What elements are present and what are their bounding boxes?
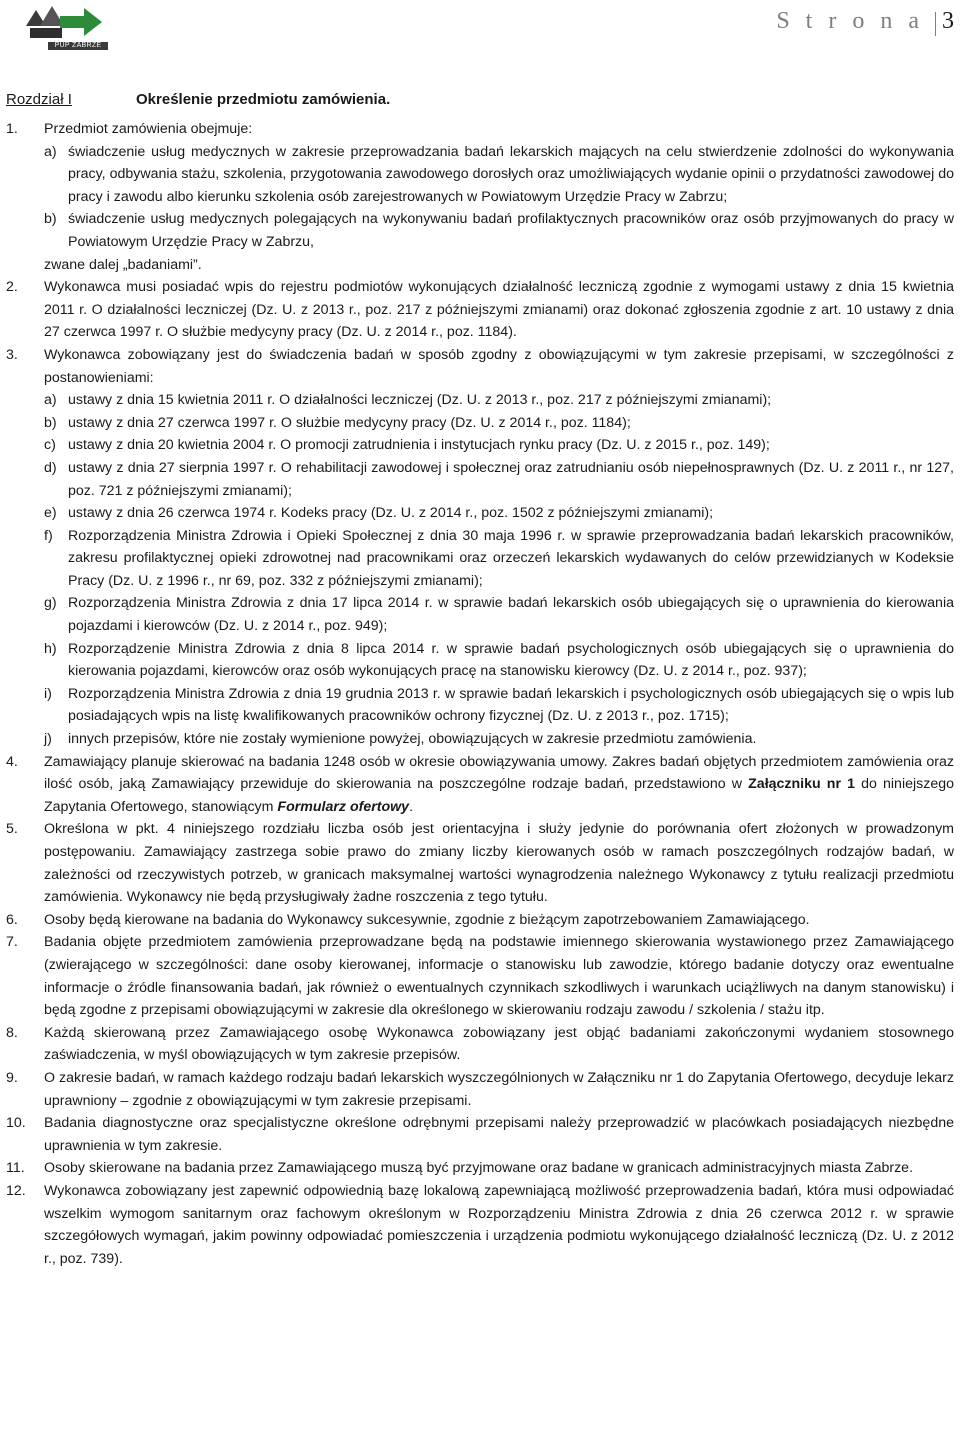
item-text: Wykonawca zobowiązany jest do świadczenia badań w sposób zgodny z obowiązującymi w tym zakresie przepisami, w szczególności z postanowieniami:	[44, 346, 954, 386]
item-number: 10.	[6, 1115, 26, 1132]
list-item-12	[6, 1180, 954, 1270]
chapter-heading	[6, 90, 391, 110]
item-number: 5.	[6, 821, 18, 838]
sub-text: ustawy z dnia 27 czerwca 1997 r. O służbie medycyny pracy (Dz. U. z 2014 r., poz. 1184);	[68, 414, 631, 431]
list-item-5	[6, 818, 954, 908]
sub-text: Rozporządzenia Ministra Zdrowia z dnia 17 lipca 2014 r. w sprawie badań lekarskich osób ubiegających się o uprawnienia do kierowania pojazdami i kierowców (Dz. U. z 2014 r., poz. 949);	[68, 595, 954, 635]
sub-text: świadczenie usług medycznych polegających na wykonywaniu badań profilaktycznych pracowników oraz osób przyjmowanych do pracy w Powiatowym Urzędzie Pracy w Zabrzu,	[68, 211, 954, 250]
item-number: 11.	[6, 1160, 25, 1177]
item-text: O zakresie badań, w ramach każdego rodzaju badań lekarskich wyszczególnionych w Załączniku nr 1 do Zapytania Ofertowego, decyduje lekarz uprawniony – zgodnie z obowiązującymi w tym zakresie przepisami.	[44, 1069, 954, 1109]
item-text-part: .	[409, 798, 414, 815]
item-tail: zwane dalej „badaniami”.	[44, 256, 202, 273]
sub-letter: a)	[44, 392, 57, 409]
document-body	[6, 118, 954, 1270]
page-header	[0, 0, 960, 60]
item-number: 12.	[6, 1182, 26, 1199]
list-item-6	[6, 909, 954, 932]
chapter-title: Określenie przedmiotu zamówienia.	[136, 91, 391, 108]
sub-item	[44, 502, 954, 525]
item-text: Przedmiot zamówienia obejmuje:	[44, 121, 253, 137]
sub-item	[44, 683, 954, 728]
sub-item	[44, 525, 954, 593]
item-text	[44, 751, 954, 819]
item-text-part: do niniejszego Zapytania Ofertowego, stanowiącym	[44, 776, 955, 815]
item-text: Wykonawca zobowiązany jest zapewnić odpowiednią bazę lokalową zapewniającą możliwość przeprowadzenia badań, która musi odpowiadać wszelkim wymogom sanitarnym oraz fachowym określonym w Rozporządzeniu Ministra Zdrowia z dnia 26 czerwca 2012 r. w sprawie szczegółowych wymagań, jakim powinny odpowiadać pomieszczenia i urządzenia podmiotu wykonującego działalność leczniczą (Dz. U. z 2012 r., poz. 739).	[44, 1182, 954, 1267]
logo	[22, 4, 106, 48]
list-item-8	[6, 1022, 954, 1067]
sub-item	[44, 638, 954, 683]
page-number: 3	[942, 8, 954, 34]
item-number: 3.	[6, 346, 18, 363]
sub-item	[44, 592, 954, 637]
item-text: Każdą skierowaną przez Zamawiającego osobę Wykonawca zobowiązany jest objąć badaniami zakończonymi wydaniem stosownego zaświadczenia, w myśl obowiązujących w tym zakresie przepisów.	[44, 1024, 954, 1064]
sub-item	[44, 412, 954, 435]
sub-text: Rozporządzenie Ministra Zdrowia z dnia 8 lipca 2014 r. w sprawie badań psychologicznych osób ubiegających się o uprawnienia do kierowania pojazdami, kierowców oraz osób wykonujących pracę na stanowisku kierowcy (Dz. U. z 2014 r., poz. 937);	[68, 640, 954, 680]
sub-letter: f)	[44, 527, 53, 544]
logo-icon	[22, 4, 106, 44]
sub-letter: e)	[44, 505, 57, 522]
sub-letter: g)	[44, 595, 57, 612]
sub-text: Rozporządzenia Ministra Zdrowia i Opieki Społecznej z dnia 30 maja 1996 r. w sprawie przeprowadzania badań lekarskich pracowników, zakresu profilaktycznej opieki zdrowotnej nad pracownikami oraz orzeczeń lekarskich wydawanych do celów przewidzianych w Kodeksie Pracy (Dz. U. z 1996 r., nr 69, poz. 332 z późniejszymi zmianami);	[68, 527, 954, 589]
sub-item	[44, 434, 954, 457]
chapter-label: Rozdział I	[6, 91, 72, 108]
sub-letter: b)	[44, 211, 57, 228]
sub-item	[44, 457, 954, 502]
item-number: 1.	[6, 121, 18, 137]
sub-text: ustawy z dnia 15 kwietnia 2011 r. O działalności leczniczej (Dz. U. z 2013 r., poz. 217 z późniejszymi zmianami);	[68, 392, 772, 409]
list-item-11	[6, 1157, 954, 1180]
list-item-7	[6, 931, 954, 1021]
sub-text: innych przepisów, które nie zostały wymienione powyżej, obowiązujących w zakresie przedmiotu zamówienia.	[68, 731, 757, 748]
item-text-part: Zamawiający planuje skierować na badania 1248 osób w okresie obowiązywania umowy. Zakres badań objętych przedmiotem zamówienia oraz ilość osób, jaką Zamawiający przewiduje do skierowania na poszczególne rodzaje badań, przedstawiono w	[44, 753, 954, 793]
sub-text: świadczenie usług medycznych w zakresie przeprowadzania badań lekarskich mających na celu stwierdzenie zdolności do wykonywania pracy, odbywania stażu, szkolenia, przygotowania zawodowego dorosłych oraz umożliwiających wydanie opinii o przydatności zawodowej do pracy i zawodu albo kierunku szkolenia osób zarejestrowanych w Powiatowym Urzędzie Pracy w Zabrzu;	[68, 143, 954, 205]
list-item-4	[6, 751, 954, 819]
logo-caption: PUP ZABRZE	[48, 42, 108, 50]
item-number: 4.	[6, 753, 18, 770]
item-text: Określona w pkt. 4 niniejszego rozdziału liczba osób jest orientacyjna i służy jedynie do porównania ofert złożonych w prowadzonym postępowaniu. Zamawiający zastrzega sobie prawo do zmiany liczby kierowanych osób w ramach poszczególnych rodzajów badań, w zależności od rzeczywistych potrzeb, w granicach maksymalnej wartości wynagrodzenia należnego Wykonawcy z tytułu realizacji przedmiotu zamówienia. Wykonawcy nie będą przysługiwały żadne roszczenia z tego tytułu.	[44, 821, 954, 906]
sub-text: ustawy z dnia 27 sierpnia 1997 r. O rehabilitacji zawodowej i społecznej oraz zatrudnianiu osób niepełnosprawnych (Dz. U. z 2011 r., nr 127, poz. 721 z późniejszymi zmianami);	[68, 459, 954, 499]
sub-letter: i)	[44, 685, 52, 702]
item-number: 8.	[6, 1024, 18, 1041]
item-number: 2.	[6, 279, 18, 296]
item-text: Osoby będą kierowane na badania do Wykonawcy sukcesywnie, zgodnie z bieżącym zapotrzebowaniem Zamawiającego.	[44, 911, 810, 928]
sub-letter: j)	[44, 731, 52, 748]
sub-text: ustawy z dnia 26 czerwca 1974 r. Kodeks pracy (Dz. U. z 2014 r., poz. 1502 z późniejszymi zmianami);	[68, 505, 714, 522]
sub-letter: a)	[44, 143, 57, 160]
sub-letter: b)	[44, 414, 57, 431]
item-number: 6.	[6, 911, 18, 928]
list-item-2	[6, 276, 954, 344]
sub-text: ustawy z dnia 20 kwietnia 2004 r. O promocji zatrudnienia i instytucjach rynku pracy (Dz. U. z 2015 r., poz. 149);	[68, 437, 770, 454]
form-name: Formularz ofertowy	[277, 798, 410, 815]
sub-letter: d)	[44, 459, 57, 476]
sub-item	[44, 728, 954, 751]
item-text: Wykonawca musi posiadać wpis do rejestru podmiotów wykonujących działalność leczniczą zgodnie z wymogami ustawy z dnia 15 kwietnia 2011 r. O działalności leczniczej (Dz. U. z 2013 r., poz. 217 z późniejszymi zmianami) oraz dokonać zgłoszenia zgodnie z art. 10 ustawy z dnia 27 czerwca 1997 r. O służbie medycyny pracy (Dz. U. z 2014 r., poz. 1184).	[44, 279, 954, 341]
attachment-reference: Załączniku nr 1	[748, 776, 855, 793]
item-number: 7.	[6, 934, 18, 951]
item-text: Osoby skierowane na badania przez Zamawiającego muszą być przyjmowane oraz badane w granicach administracyjnych miasta Zabrze.	[44, 1160, 914, 1177]
sub-letter: c)	[44, 437, 56, 454]
item-text: Badania diagnostyczne oraz specjalistyczne określone odrębnymi przepisami należy przeprowadzić w placówkach posiadających niezbędne uprawnienia w tym zakresie.	[44, 1115, 954, 1154]
list-item-9	[6, 1067, 954, 1112]
sub-item	[44, 141, 954, 209]
sub-item	[44, 208, 954, 253]
item-number: 9.	[6, 1069, 18, 1086]
list-item-10	[6, 1112, 954, 1157]
list-item-1	[6, 118, 954, 276]
item-text: Badania objęte przedmiotem zamówienia przeprowadzane będą na podstawie imiennego skierowania wystawionego przez Zamawiającego (zwierającego w szczególności: dane osoby kierowanej, informacje o stanowisku lub zawodzie, którego badanie dotyczy oraz ewentualne informacje o źródle finansowania badań, jak również o ewentualnych czynnikach szkodliwych i warunkach uciążliwych na danym stanowisku) i będą zgodne z przepisami obowiązującymi w zakresie dla określonego w skierowaniu rodzaju zawodu / szkolenia / stażu itp.	[44, 934, 954, 1019]
list-item-3	[6, 344, 954, 751]
sub-letter: h)	[44, 640, 57, 657]
sub-item	[44, 389, 954, 412]
page-label: S t r o n a	[776, 8, 924, 34]
sub-text: Rozporządzenia Ministra Zdrowia z dnia 19 grudnia 2013 r. w sprawie badań lekarskich i psychologicznych osób ubiegających się o wpis lub posiadających wpis na listę kwalifikowanych pracowników ochrony fizycznej (Dz. U. z 2013 r., poz. 1715);	[68, 685, 954, 725]
page-separator	[935, 12, 936, 36]
